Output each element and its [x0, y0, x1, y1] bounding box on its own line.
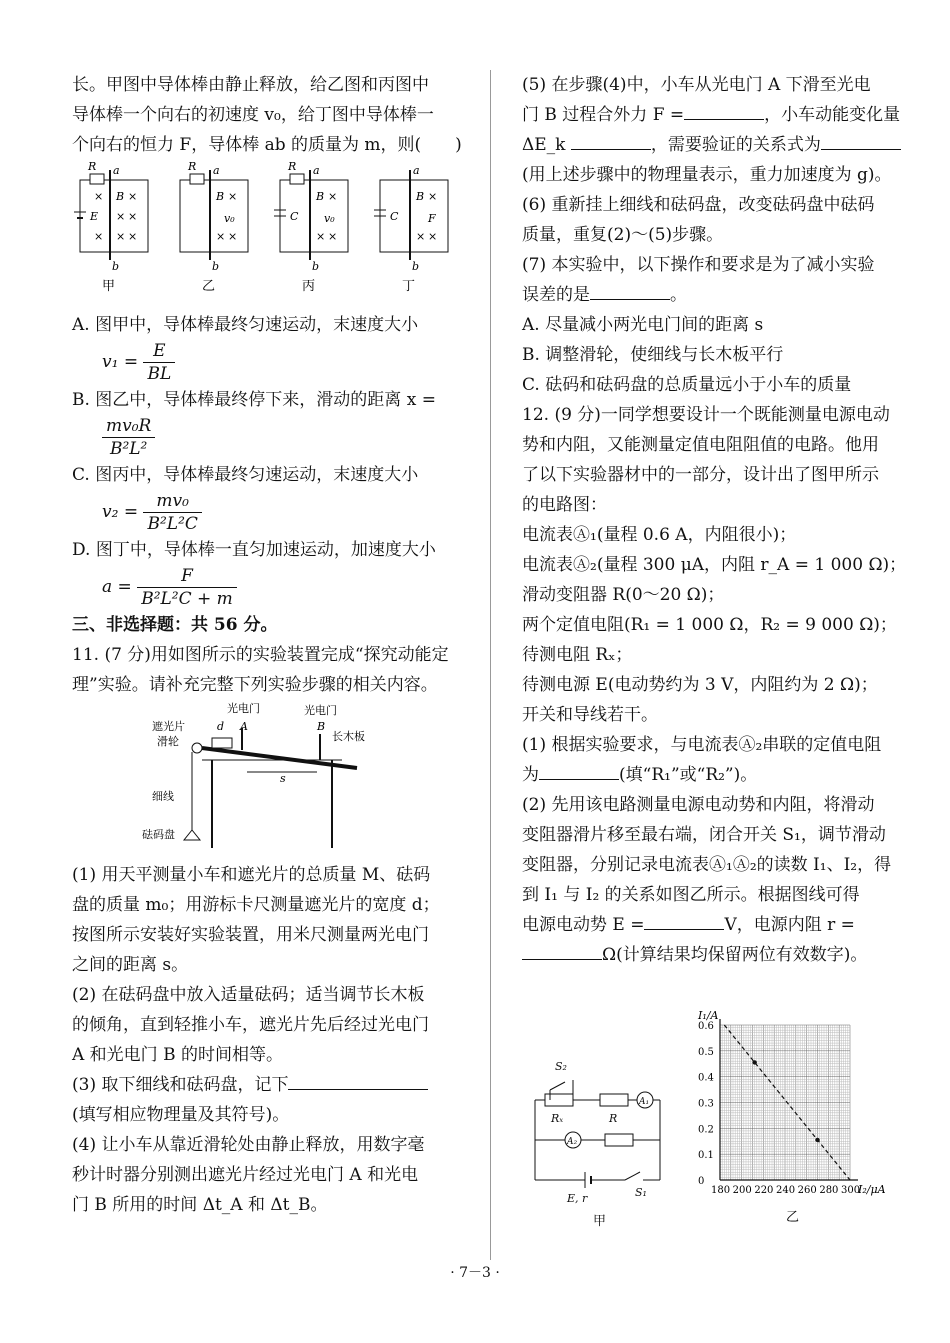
equipment-item: 开关和导线若干。 [522, 705, 658, 725]
s-label: s [280, 772, 286, 785]
q11-option: B. 调整滑轮，使细线与长木板平行 [522, 345, 784, 365]
q11-step2: (2) 在砝码盘中放入适量砝码；适当调节长木板 [72, 985, 425, 1005]
q11-step1: 按图所示安装好实验装置，用米尺测量两光电门 [72, 925, 429, 945]
option-c: C. 图丙中，导体棒最终匀速运动，末速度大小 [72, 465, 419, 485]
gate1-label: 光电门 [227, 702, 260, 715]
label-a: a [413, 164, 420, 177]
option-d: D. 图丁中，导体棒一直匀加速运动，加速度大小 [72, 540, 436, 560]
S1-label: S₁ [635, 1186, 647, 1199]
answer-blank[interactable] [821, 131, 901, 150]
cross: × [228, 190, 238, 203]
q11-step5: (5) 在步骤(4)中，小车从光电门 A 下滑至光电 [522, 75, 871, 95]
y-tick-label: 0.4 [698, 1072, 714, 1084]
answer-blank[interactable] [539, 761, 619, 780]
x-tick-label: 180 [711, 1185, 731, 1196]
q12-line: 势和内阻，又能测量定值电阻阻值的电路。他用 [522, 435, 879, 455]
circuit-bing [274, 160, 348, 294]
label-F: F [428, 212, 436, 225]
q12-part2: (2) 先用该电路测量电源电动势和内阻，将滑动 [522, 795, 875, 815]
string-label: 细线 [152, 790, 174, 803]
q12-part1: (1) 根据实验要求，与电流表Ⓐ₂串联的定值电阻 [522, 735, 882, 755]
option-a-formula: v₁ = $\frac{E}{BL}$ [72, 340, 472, 385]
cross: × [428, 230, 438, 243]
cross: × [94, 190, 104, 203]
q11-step1: 之间的距离 s。 [72, 955, 189, 975]
cross: × [116, 210, 126, 223]
y-axis-label: I₁/A [698, 1009, 719, 1022]
equipment-item: 电流表Ⓐ₂(量程 300 μA，内阻 r_A = 1 000 Ω)； [522, 555, 907, 575]
q12-part2: 变阻器滑片移至最右端，闭合开关 S₁，调节滑动 [522, 825, 886, 845]
caption-jia: 甲 [593, 1214, 607, 1229]
option-a: A. 图甲中，导体棒最终匀速运动，末速度大小 [72, 315, 419, 335]
cross: × [128, 230, 138, 243]
cross: × [116, 230, 126, 243]
q11-option: A. 尽量减小两光电门间的距离 s [522, 315, 764, 335]
page-number: · 7－3 · [450, 1265, 500, 1281]
label-v0: v₀ [324, 212, 335, 225]
option-b: B. 图乙中，导体棒最终停下来，滑动的距离 x = [72, 390, 436, 410]
x-axis-label: I₂/μA [858, 1183, 886, 1196]
q11-step4: 秒计时器分别测出遮光片经过光电门 A 和光电 [72, 1165, 419, 1185]
data-point [815, 1138, 819, 1142]
cross: × [94, 230, 104, 243]
option-b-formula: $\frac{\text{mv₀R}}{\text{B²L²}}$ [72, 415, 472, 460]
q12-line: 的电路图： [522, 495, 607, 515]
cross: × [228, 230, 238, 243]
rail-circuits-figure [72, 160, 472, 300]
answer-blank[interactable] [522, 941, 602, 960]
cross: × [216, 230, 226, 243]
q11-step3: (3) 取下细线和砝码盘，记下 [72, 1070, 472, 1100]
q11-step4: 门 B 所用的时间 Δt_A 和 Δt_B。 [72, 1195, 328, 1215]
y-tick-label: 0.3 [698, 1098, 714, 1110]
cross: × [428, 190, 438, 203]
intro-line: 长。甲图中导体棒由静止释放，给乙图和丙图中 [72, 75, 429, 95]
label-C: C [290, 210, 299, 223]
Rx-label: Rₓ [551, 1112, 564, 1125]
label-a: a [313, 164, 320, 177]
option-c-formula: v₂ = $\frac{\text{mv₀}}{\text{B²L²C}}$ [72, 490, 472, 535]
equipment-item: 电流表Ⓐ₁(量程 0.6 A，内阻很小)； [522, 525, 797, 545]
q12-part2: 到 I₁ 与 I₂ 的关系如图乙所示。根据图线可得 [522, 885, 860, 905]
intro-line: 导体棒一个向右的初速度 v₀，给丁图中导体棒一 [72, 105, 434, 125]
caption: 甲 [102, 279, 116, 294]
cross: × [128, 210, 138, 223]
q11-step4: (4) 让小车从靠近滑轮处由静止释放，用数字毫 [72, 1135, 425, 1155]
q11-step6: (6) 重新挂上细线和砝码盘，改变砝码盘中砝码 [522, 195, 875, 215]
q11-step7: 误差的是 。 [522, 280, 917, 310]
q12-line: 了以下实验器材中的一部分，设计出了图甲所示 [522, 465, 879, 485]
label-B: B [316, 190, 325, 203]
equipment-item: 两个定值电阻(R₁ = 1 000 Ω，R₂ = 9 000 Ω)； [522, 615, 897, 635]
label-C: C [390, 210, 399, 223]
A2-label: A₂ [567, 1137, 578, 1147]
intro-line: 个向右的恒力 F，导体棒 ab 的质量为 m，则( ) [72, 135, 462, 155]
Er-label: E, r [567, 1192, 588, 1205]
B-label: B [317, 720, 326, 733]
q11-option: C. 砝码和砝码盘的总质量远小于小车的质量 [522, 375, 852, 395]
q11-line: 11. (7 分)用如图所示的实验装置完成“探究动能定 [72, 645, 449, 665]
A-label: A [240, 720, 248, 733]
cross: × [416, 230, 426, 243]
S2-label: S₂ [555, 1060, 567, 1073]
y-tick-label: 0.6 [698, 1021, 714, 1032]
q12-part2: 变阻器，分别记录电流表Ⓐ₁Ⓐ₂的读数 I₁、I₂，得 [522, 855, 892, 875]
answer-blank[interactable] [684, 101, 764, 120]
q11-step5: 门 B 过程合外力 F = ，小车动能变化量 [522, 100, 917, 130]
answer-blank[interactable] [571, 131, 651, 150]
q11-step1: (1) 用天平测量小车和遮光片的总质量 M、砝码 [72, 865, 431, 885]
circuit-jia [74, 160, 148, 294]
label-R: R [288, 160, 297, 173]
x-tick-label: 200 [732, 1185, 752, 1196]
R-label: R [609, 1112, 618, 1125]
q12-line: 12. (9 分)一同学想要设计一个既能测量电源电动 [522, 405, 890, 425]
d-label: d [217, 720, 225, 733]
label-B: B [216, 190, 225, 203]
cross: × [328, 190, 338, 203]
label-a: a [113, 164, 120, 177]
q11-step2: A 和光电门 B 的时间相等。 [72, 1045, 283, 1065]
q11-step1: 盘的质量 m₀；用游标卡尺测量遮光片的宽度 d； [72, 895, 440, 915]
label-R: R [88, 160, 97, 173]
equipment-item: 滑动变阻器 R(0～20 Ω)； [522, 585, 725, 605]
circuit-yi [180, 160, 248, 294]
equipment-item: 待测电源 E(电动势约为 3 V，内阻约为 2 Ω)； [522, 675, 878, 695]
option-d-formula: a = $\frac{F}{\text{B²L²C + m}}$ [72, 565, 472, 610]
caption: 丁 [402, 279, 416, 294]
label-b: b [412, 260, 420, 273]
q12-circuit-figure [525, 1040, 675, 1230]
A1-label: A₁ [639, 1097, 650, 1107]
caption: 乙 [202, 279, 216, 294]
right-column [522, 70, 917, 970]
q11-step3b: (填写相应物理量及其符号)。 [72, 1105, 290, 1125]
label-E: E [90, 210, 99, 223]
label-b: b [112, 260, 120, 273]
answer-blank[interactable] [288, 1071, 428, 1090]
equipment-item: 待测电阻 Rₓ； [522, 645, 633, 665]
column-divider [490, 70, 491, 1260]
x-tick-label: 260 [797, 1185, 817, 1196]
y-tick-label: 0.1 [698, 1150, 714, 1162]
pulley-label: 滑轮 [157, 735, 179, 748]
label-v0: v₀ [224, 212, 235, 225]
label-B: B [416, 190, 425, 203]
x-tick-label: 240 [776, 1185, 796, 1196]
apparatus-figure [72, 700, 472, 850]
shade-label: 遮光片 [152, 720, 185, 733]
left-column [72, 70, 472, 1220]
label-R: R [188, 160, 197, 173]
answer-blank[interactable] [590, 281, 670, 300]
q11-line: 理”实验。请补充完整下列实验步骤的相关内容。 [72, 675, 438, 695]
label-B: B [116, 190, 125, 203]
answer-blank[interactable] [644, 911, 724, 930]
q11-step5: (用上述步骤中的物理量表示，重力加速度为 g)。 [522, 165, 892, 185]
q12-part2: 电源电动势 E = V，电源内阻 r = [522, 910, 917, 940]
y-tick-label: 0.5 [698, 1046, 714, 1058]
label-b: b [212, 260, 220, 273]
cross: × [316, 230, 326, 243]
cross: × [128, 190, 138, 203]
cross: × [328, 230, 338, 243]
label-a: a [213, 164, 220, 177]
caption-yi: 乙 [786, 1210, 800, 1225]
q11-step2: 的倾角，直到轻推小车，遮光片先后经过光电门 [72, 1015, 429, 1035]
q11-step7: (7) 本实验中，以下操作和要求是为了减小实验 [522, 255, 875, 275]
pan-label: 砝码盘 [142, 828, 175, 841]
section-heading: 三、非选择题：共 56 分。 [72, 615, 278, 635]
q11-step6: 质量，重复(2)～(5)步骤。 [522, 225, 724, 245]
x-tick-label: 300 [841, 1185, 861, 1196]
y-tick-label: 0 [698, 1176, 705, 1187]
y-tick-label: 0.2 [698, 1124, 714, 1136]
board-label: 长木板 [332, 730, 365, 743]
circuit-ding [374, 164, 448, 294]
q12-part2: Ω(计算结果均保留两位有效数字)。 [522, 940, 917, 970]
gate2-label: 光电门 [304, 704, 337, 717]
q11-step5: ΔE_k ，需要验证的关系式为 [522, 130, 917, 160]
x-tick-label: 220 [754, 1185, 774, 1196]
label-b: b [312, 260, 320, 273]
caption: 丙 [302, 279, 316, 294]
q12-part1: 为 (填“R₁”或“R₂”)。 [522, 760, 917, 790]
data-point [752, 1060, 756, 1064]
x-tick-label: 280 [819, 1185, 839, 1196]
i1-i2-chart [690, 1005, 905, 1225]
